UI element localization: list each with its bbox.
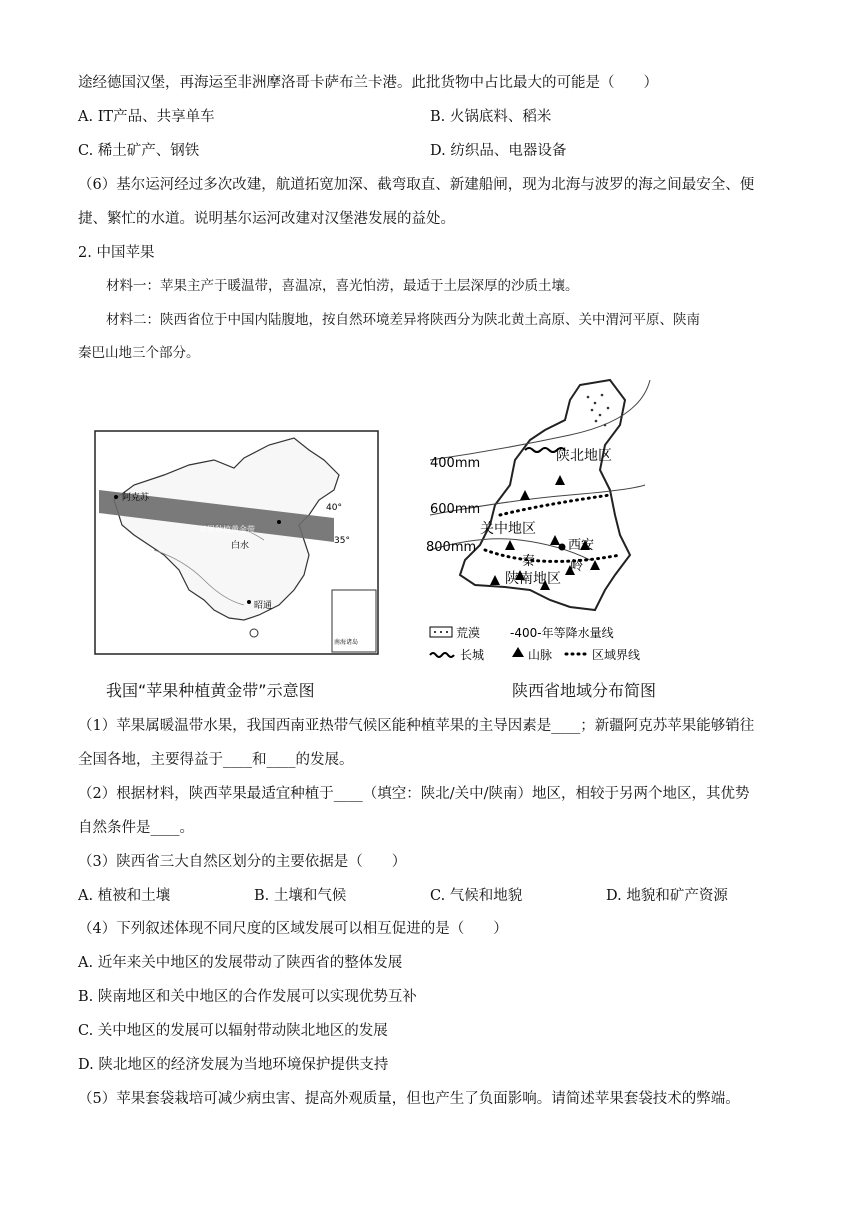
material-two-line2: 秦巴山地三个部分。 [78, 345, 200, 361]
q3-option-b: B. 土壤和气候 [254, 888, 347, 904]
belt-label: 苹果种植黄金带 [199, 525, 255, 534]
question-2-line2: 自然条件是____。 [78, 820, 194, 836]
xian-label: 西安 [568, 538, 595, 553]
legend-mountain: 山脉 [528, 648, 553, 662]
question-1-line2: 全国各地，主要得益于____和____的发展。 [78, 752, 354, 768]
mm600-label: 600mm [430, 502, 481, 517]
question-2-line1: （2）根据材料，陕西苹果最适宜种植于____（填空：陕北/关中/陕南）地区，相较于另两个地区，其优势 [78, 786, 750, 802]
shanbei-label: 陕北地区 [556, 448, 612, 464]
baishui-point [277, 520, 281, 524]
akesu-point [114, 495, 118, 499]
left-map-caption: 我国“苹果种植黄金带”示意图 [106, 681, 315, 700]
islands-label: 南海诸岛 [334, 639, 359, 646]
china-apple-belt-map [94, 430, 379, 655]
option-b: B. 火锅底料、稻米 [430, 109, 552, 125]
q4-option-b: B. 陕南地区和关中地区的合作发展可以实现优势互补 [78, 989, 417, 1005]
option-d: D. 纺织品、电器设备 [430, 143, 567, 159]
legend-greatwall: 长城 [460, 648, 485, 662]
guanzhong-label: 关中地区 [480, 521, 536, 537]
zhaotong-label: 昭通 [254, 601, 273, 611]
option-c: C. 稀土矿产、钢铁 [78, 143, 200, 159]
shaanxi-map [420, 375, 665, 665]
zhaotong-point [247, 600, 251, 604]
legend-greatwall-swatch [430, 653, 454, 657]
shannan-label: 陕南地区 [505, 571, 561, 587]
q3-option-d: D. 地貌和矿产资源 [606, 888, 728, 904]
q4-option-a: A. 近年来关中地区的发展带动了陕西省的整体发展 [78, 955, 403, 971]
q3-option-c: C. 气候和地貌 [430, 888, 523, 904]
q3-option-a: A. 植被和土壤 [78, 888, 171, 904]
legend-boundary: 区域界线 [592, 648, 641, 662]
mm400-label: 400mm [430, 456, 481, 471]
q1-stem-tail: 途经德国汉堡，再海运至非洲摩洛哥卡萨布兰卡港。此批货物中占比最大的可能是（ ） [78, 75, 658, 91]
question-3: （3）陕西省三大自然区划分的主要依据是（ ） [78, 854, 407, 870]
q2-title: 2. 中国苹果 [78, 245, 155, 261]
baishui-label: 白水 [231, 541, 250, 551]
q4-option-d: D. 陕北地区的经济发展为当地环境保护提供支持 [78, 1057, 389, 1073]
q6-line1: （6）基尔运河经过多次改建，航道拓宽加深、截弯取直、新建船闸，现为北海与波罗的海之间最安全、便 [78, 177, 755, 193]
china-map-svg [94, 430, 379, 655]
mm800-label: 800mm [426, 540, 477, 555]
qin-label: 秦 [522, 554, 536, 569]
material-one: 材料一：苹果主产于暖温带，喜温凉，喜光怕涝，最适于土层深厚的沙质土壤。 [106, 278, 579, 294]
question-1-line1: （1）苹果属暖温带水果，我国西南亚热带气候区能种植苹果的主导因素是____；新疆阿克苏苹果能够销往 [78, 718, 755, 734]
right-map-caption: 陕西省地域分布简图 [512, 681, 657, 700]
option-a: A. IT产品、共享单车 [78, 109, 215, 125]
legend-mountain-swatch [512, 647, 524, 657]
xian-point [559, 544, 566, 551]
q4-option-c: C. 关中地区的发展可以辐射带动陕北地区的发展 [78, 1023, 388, 1039]
shaanxi-map-svg [420, 375, 665, 665]
q6-line2: 捷、繁忙的水道。说明基尔运河改建对汉堡港发展的益处。 [78, 211, 455, 227]
lat-40-label: 40° [326, 503, 342, 513]
legend-desert: 荒漠 [456, 626, 481, 640]
akesu-label: 阿克苏 [122, 493, 150, 503]
question-5: （5）苹果套袋栽培可减少病虫害、提高外观质量，但也产生了负面影响。请简述苹果套袋技术的弊端。 [78, 1091, 740, 1107]
ling-label: 岭 [570, 559, 584, 574]
legend-isohyet: -400-年等降水量线 [510, 626, 614, 640]
material-two-line1: 材料二：陕西省位于中国内陆腹地，按自然环境差异将陕西分为陕北黄土高原、关中渭河平原、陕南 [106, 312, 700, 328]
lat-35-label: 35° [334, 536, 350, 546]
question-4: （4）下列叙述体现不同尺度的区域发展可以相互促进的是（ ） [78, 921, 508, 937]
